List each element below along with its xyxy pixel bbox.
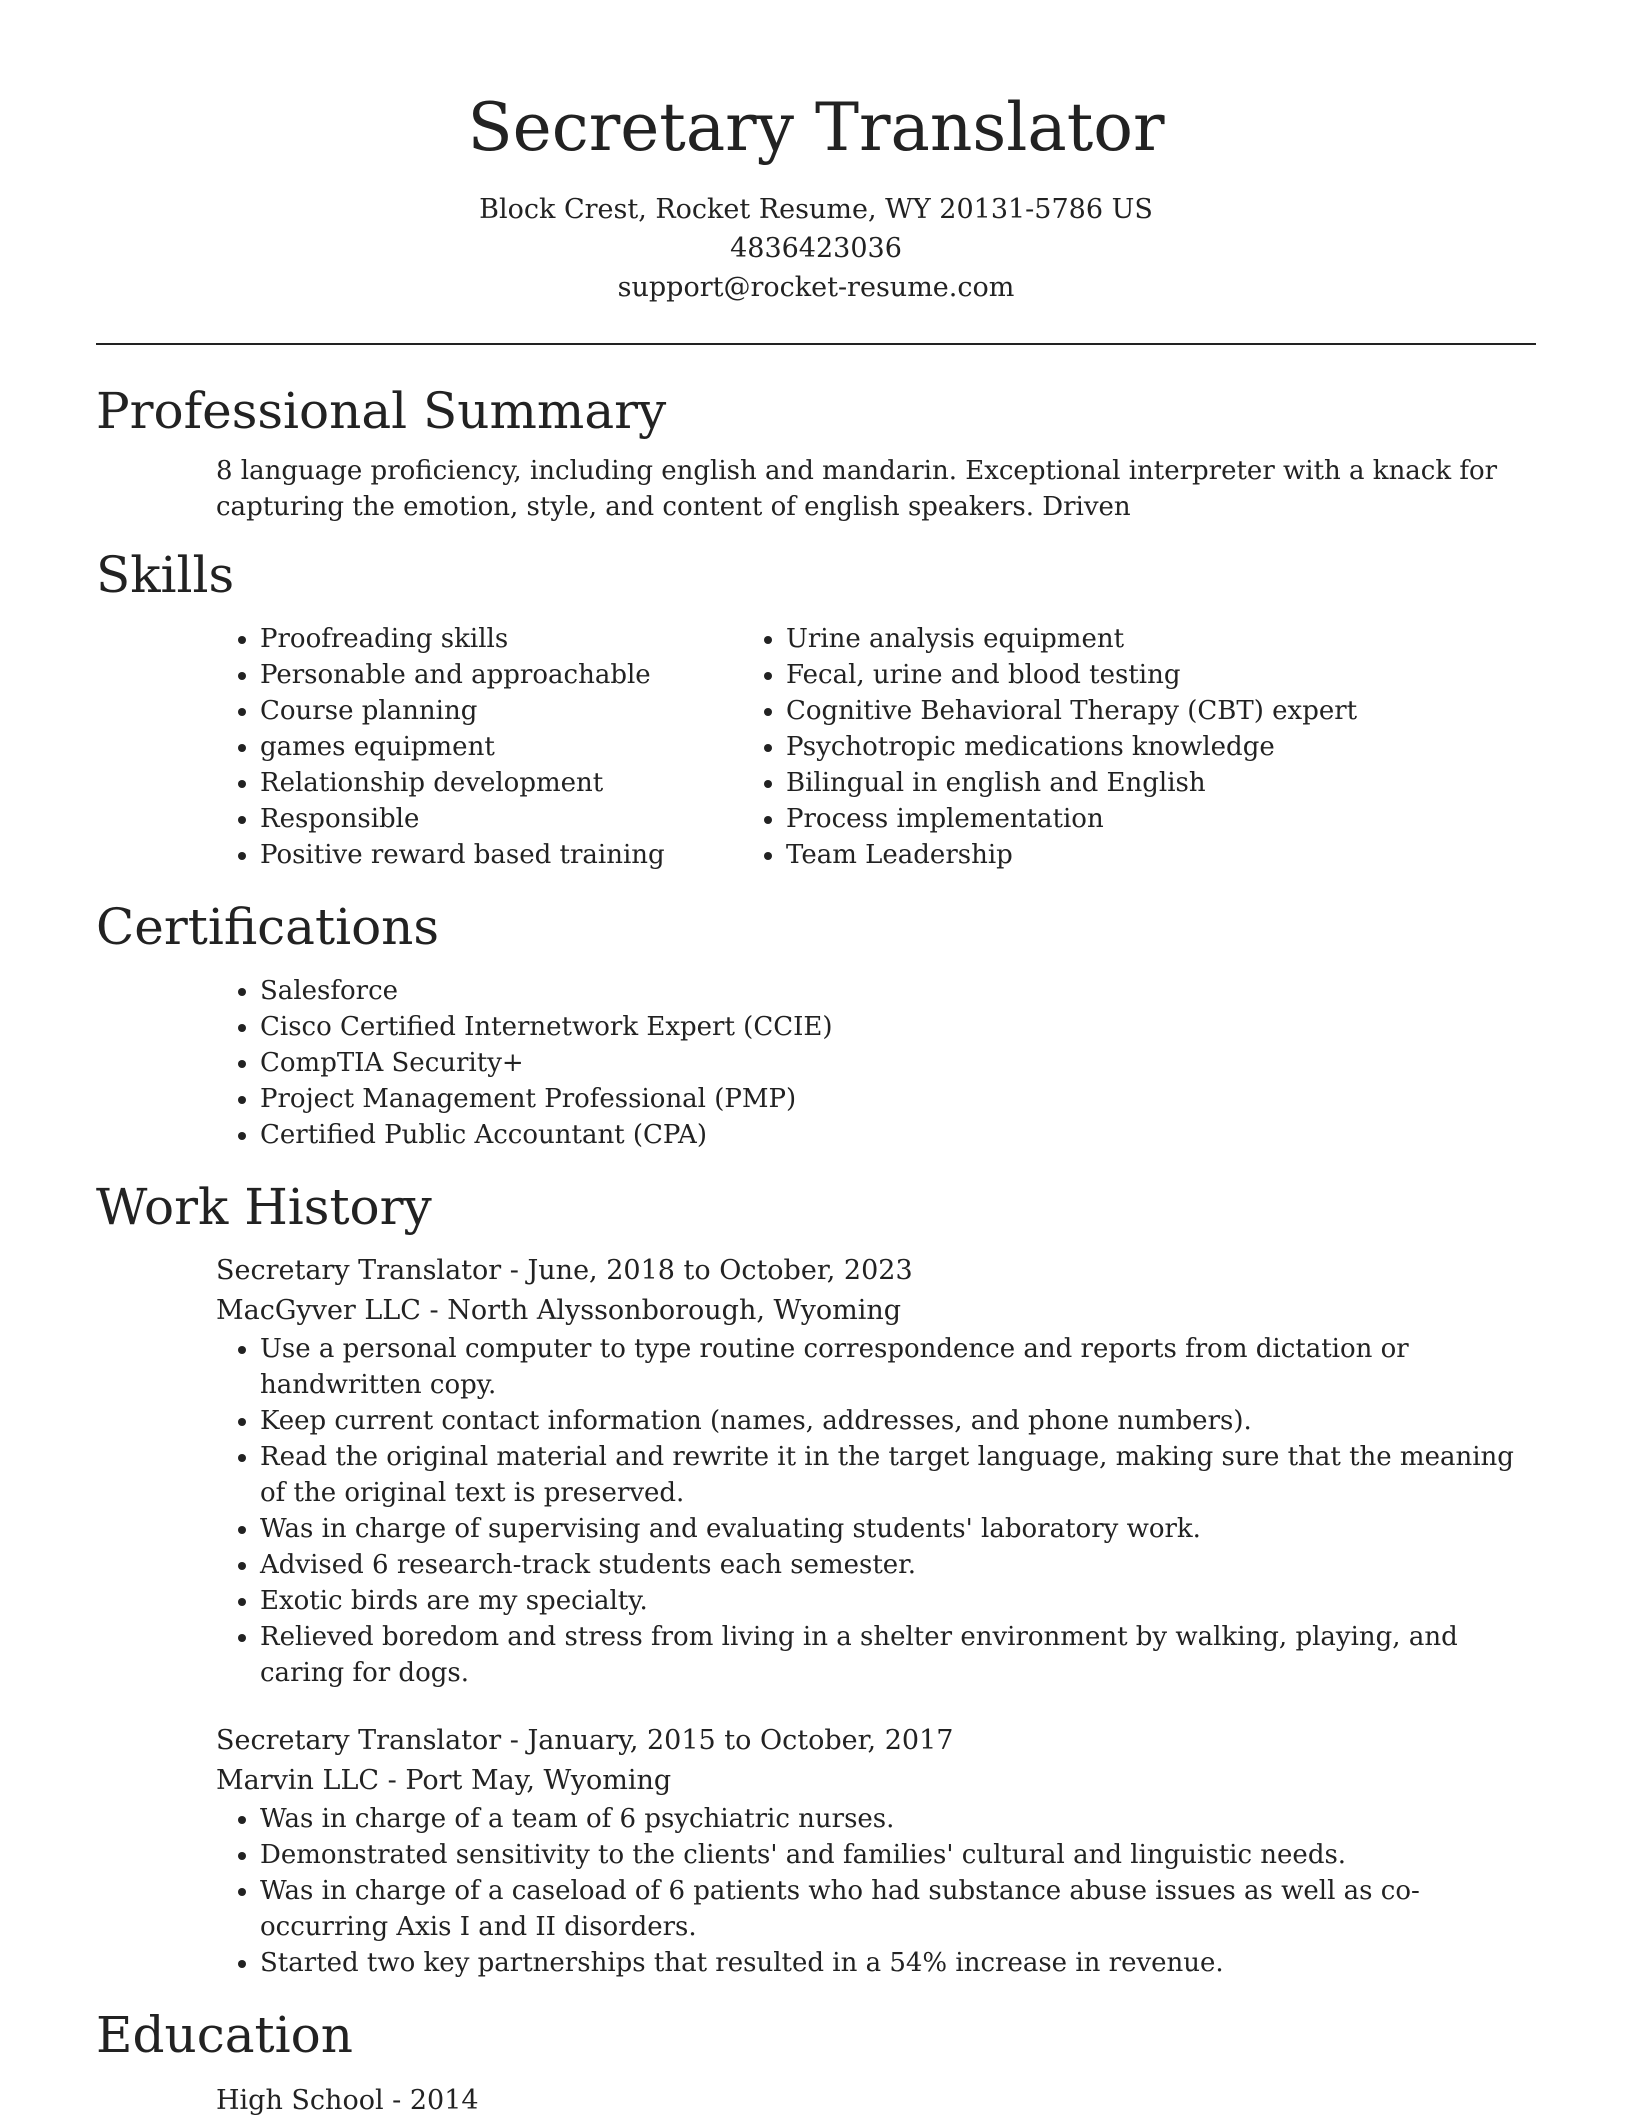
skill-item: • games equipment	[260, 729, 746, 765]
job-bullet: • Relieved boredom and stress from living in a shelter environment by walking, playing, and caring for dogs.	[260, 1619, 1536, 1691]
header-divider	[96, 343, 1536, 345]
job-entry	[96, 1721, 1536, 1981]
candidate-name: Secretary Translator	[467, 89, 1165, 166]
skill-item: • Responsible	[260, 801, 746, 837]
skill-item: • Process implementation	[786, 801, 1396, 837]
job-company-line: MacGyver LLC - North Alyssonborough, Wyoming	[216, 1295, 902, 1326]
contact-address: Block Crest, Rocket Resume, WY 20131-5786 US	[479, 194, 1153, 225]
skill-item: • Cognitive Behavioral Therapy (CBT) expert	[786, 693, 1396, 729]
certification-item: • Salesforce	[260, 973, 1536, 1009]
job-bullet: • Demonstrated sensitivity to the clients' and families' cultural and linguistic needs.	[260, 1837, 1536, 1873]
skill-item: • Bilingual in english and English	[786, 765, 1396, 801]
skill-item: • Proofreading skills	[260, 621, 746, 657]
skills-heading: Skills	[96, 546, 235, 604]
certifications-section	[96, 895, 1536, 1153]
job-bullet: • Use a personal computer to type routine correspondence and reports from dictation or handwritten copy.	[260, 1331, 1536, 1403]
job-title-line: Secretary Translator - January, 2015 to October, 2017	[216, 1725, 954, 1756]
job-bullet: • Advised 6 research-track students each semester.	[260, 1547, 1536, 1583]
work-history-section	[96, 1175, 1536, 1981]
job-bullet: • Exotic birds are my specialty.	[260, 1583, 1536, 1619]
contact-phone: 4836423036	[730, 233, 902, 264]
skill-item: • Positive reward based training	[260, 837, 746, 873]
skills-grid	[96, 621, 1536, 873]
certification-item: • Cisco Certified Internetwork Expert (CCIE)	[260, 1009, 1536, 1045]
skill-item: • Personable and approachable	[260, 657, 746, 693]
skill-item: • Psychotropic medications knowledge	[786, 729, 1396, 765]
resume-header	[96, 0, 1536, 307]
certification-item: • Certified Public Accountant (CPA)	[260, 1117, 1536, 1153]
certification-item: • Project Management Professional (PMP)	[260, 1081, 1536, 1117]
job-bullet: • Read the original material and rewrite it in the target language, making sure that the meaning of the original text is preserved.	[260, 1439, 1536, 1511]
job-entry	[96, 1251, 1536, 1691]
certifications-heading: Certifications	[96, 898, 440, 956]
skill-item: • Urine analysis equipment	[786, 621, 1396, 657]
job-bullets	[96, 1331, 1536, 1691]
skill-item: • Course planning	[260, 693, 746, 729]
skills-column-left	[96, 621, 746, 873]
job-company-line: Marvin LLC - Port May, Wyoming	[216, 1765, 672, 1796]
contact-info	[96, 190, 1536, 307]
skill-item: • Team Leadership	[786, 837, 1396, 873]
skill-item: • Fecal, urine and blood testing	[786, 657, 1396, 693]
job-bullet: • Started two key partnerships that resulted in a 54% increase in revenue.	[260, 1945, 1536, 1981]
job-bullet: • Keep current contact information (names, addresses, and phone numbers).	[260, 1403, 1536, 1439]
summary-text: 8 language proficiency, including english and mandarin. Exceptional interpreter with a knack for capturing the emotion, style, and content of english speakers. Driven	[216, 456, 1498, 522]
skill-item: • Relationship development	[260, 765, 746, 801]
skills-list-left	[96, 621, 746, 873]
education-heading: Education	[96, 2006, 353, 2064]
job-bullet: • Was in charge of supervising and evaluating students' laboratory work.	[260, 1511, 1536, 1547]
education-entry: High School - 2014	[216, 2085, 479, 2116]
skills-column-right	[746, 621, 1396, 873]
job-title-line: Secretary Translator - June, 2018 to October, 2023	[216, 1255, 913, 1286]
job-bullet: • Was in charge of a caseload of 6 patients who had substance abuse issues as well as co-occurring Axis I and II disorders.	[260, 1873, 1536, 1945]
summary-heading: Professional Summary	[96, 382, 667, 440]
summary-section	[96, 379, 1536, 525]
skills-section	[96, 543, 1536, 873]
contact-email: support@rocket-resume.com	[617, 272, 1015, 303]
certification-item: • CompTIA Security+	[260, 1045, 1536, 1081]
work-history-heading: Work History	[96, 1178, 432, 1236]
job-bullets	[96, 1801, 1536, 1981]
education-section	[96, 2003, 1536, 2121]
job-bullet: • Was in charge of a team of 6 psychiatric nurses.	[260, 1801, 1536, 1837]
certifications-list	[96, 973, 1536, 1153]
skills-list-right	[746, 621, 1396, 873]
resume-page	[96, 0, 1536, 2121]
